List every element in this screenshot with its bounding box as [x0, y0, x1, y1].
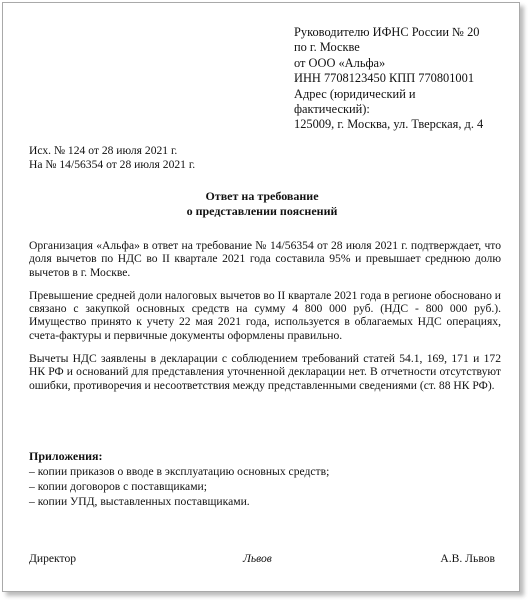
addressee-line: 125009, г. Москва, ул. Тверская, д. 4 [294, 117, 484, 132]
addressee-line: по г. Москве [294, 40, 360, 55]
attachments-title: Приложения: [29, 449, 103, 463]
handwritten-signature: Львов [243, 552, 272, 565]
addressee-line: Руководителю ИФНС России № 20 [294, 25, 480, 39]
reference-numbers [29, 144, 195, 172]
addressee-block [294, 25, 514, 133]
addressee-line: фактический): [294, 102, 370, 117]
title-line-1: Ответ на требование [205, 189, 319, 203]
letter-page [2, 2, 520, 592]
signer-name: А.В. Львов [440, 552, 495, 565]
attachment-item: – копии приказов о вводе в эксплуатацию основных средств; [29, 465, 330, 478]
attachment-item: – копии договоров с поставщиками; [29, 480, 207, 493]
addressee-line: ИНН 7708123450 КПП 770801001 [294, 71, 475, 86]
document-title [29, 189, 495, 219]
addressee-line: Адрес (юридический и [294, 86, 416, 101]
addressee-line: от ООО «Альфа» [294, 55, 386, 70]
body-paragraph: Превышение средней доли налоговых вычетов во II квартале 2021 года в регионе обосновано и связано с закупкой основных средств на сумму 4 800 000 руб. (НДС - 800 000 руб.). Имущество принято к учету 22 мая 2021 года, используется в облагаемых НДС операциях, счета-фактуры и первичные документы оформлены правильно. [29, 288, 501, 342]
reply-to-number: На № 14/56354 от 28 июля 2021 г. [29, 158, 196, 171]
body-paragraph: Вычеты НДС заявлены в декларации с соблюдением требований статей 54.1, 169, 171 и 172 НК РФ и оснований для представления уточненной декларации нет. В отчетности отсутствуют ошибки, противоречия и несоответствия между представленными сведениями (ст. 88 НК РФ). [29, 352, 501, 392]
body-paragraph: Организация «Альфа» в ответ на требование № 14/56354 от 28 июля 2021 г. подтверждает, что доля вычетов по НДС во II квартале 2021 года составила 95% и превышает среднюю долю вычетов в г. Москве. [29, 239, 501, 279]
attachments-block [29, 449, 499, 509]
letter-body [29, 239, 501, 402]
outgoing-number: Исх. № 124 от 28 июля 2021 г. [29, 144, 178, 157]
signature-block [29, 551, 495, 567]
attachment-item: – копии УПД, выставленных поставщиками. [29, 495, 250, 508]
signer-role: Директор [29, 552, 77, 565]
title-line-2: о представлении пояснений [186, 204, 338, 218]
